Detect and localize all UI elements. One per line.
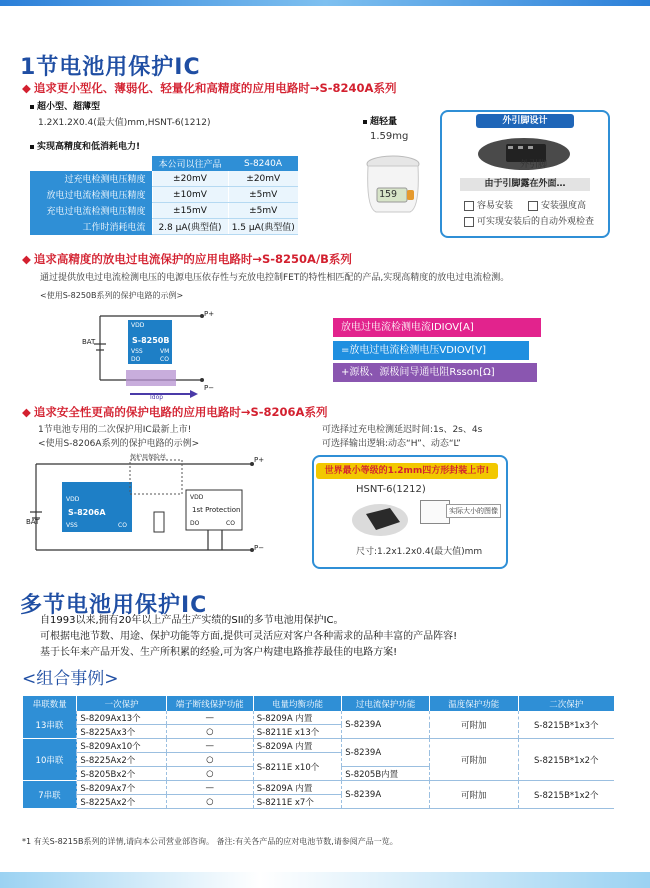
footnote: *1 有关S-8215B系列的详情,请向本公司营业部咨询。 备注:有关各产品的应对电池节数,请参阅产品一览。: [22, 837, 398, 846]
chip-pin-vdd: VDD: [66, 496, 80, 503]
table-row: [30, 203, 298, 219]
primary-protection: S-8209Ax7个: [77, 781, 166, 795]
section4-title: 多节电池用保护IC: [20, 593, 208, 618]
top-edge-stripe: [0, 0, 650, 6]
secondary-protection: S-8215B*1x3个: [518, 711, 614, 739]
check-item: 可实现安装后的自动外观检查: [464, 214, 594, 227]
primary-protection: S-8209Ax10个: [77, 739, 166, 753]
terminal-pplus: P+: [204, 310, 215, 318]
group-label: 13串联: [23, 711, 77, 739]
diamond-icon: ◆: [22, 252, 31, 266]
current-label: Idop: [150, 394, 164, 401]
section2-headline: ◆ 追求高精度的放电过电流保护的应用电路时→S-8250A/B系列: [22, 252, 352, 266]
section1-headline: ◆ 追求更小型化、薄弱化、轻量化和高精度的应用电路时→S-8240A系列: [22, 81, 397, 95]
primary-protection: S-8205Bx2个: [77, 767, 166, 781]
balance-function: S-8209A 内置: [253, 739, 342, 753]
wire-protection: ○: [166, 767, 253, 781]
diamond-icon: ◆: [22, 405, 31, 419]
table-header: 串联数量: [23, 696, 77, 711]
wire-protection: —: [166, 781, 253, 795]
weight-title: 超轻量: [363, 114, 397, 127]
pin-subtitle: 由于引脚露在外面…: [460, 178, 590, 191]
chip-pin-vdd: VDD: [131, 322, 145, 329]
terminal-pminus: P−: [204, 384, 215, 392]
chip-label: S-8250B: [132, 336, 170, 345]
diamond-icon: ◆: [22, 81, 31, 95]
primary-protection: S-8225Ax2个: [77, 795, 166, 809]
table-row: [30, 187, 298, 203]
secondary-protection: S-8215B*1x2个: [518, 739, 614, 781]
overcurrent-protection: S-8205B内置: [342, 767, 430, 781]
bottom-edge-stripe: [0, 872, 650, 888]
checkbox-icon: [464, 201, 474, 211]
scale-image: [362, 152, 424, 216]
table-header: 温度保护功能: [429, 696, 518, 711]
table-row: [30, 171, 298, 187]
temp-protection: 可附加: [429, 739, 518, 781]
chip-pin-vm: VM: [160, 348, 170, 355]
table-header: 过电流保护功能: [342, 696, 430, 711]
s8206a-circuit-diagram: [26, 452, 266, 564]
balance-function: S-8211E x10个: [253, 753, 342, 781]
section3-text3: 可选择过充电检测延迟时间:1s、2s、4s: [322, 425, 483, 435]
table-header-row: [23, 696, 615, 711]
temp-protection: 可附加: [429, 781, 518, 809]
wire-protection: —: [166, 739, 253, 753]
battery-label: BAT: [82, 338, 96, 346]
bullet-icon: [30, 105, 34, 109]
table-header: 本公司以往产品: [152, 156, 228, 171]
checkbox-icon: [464, 217, 474, 227]
wire-protection: —: [166, 711, 253, 725]
table-row: [30, 219, 298, 235]
check-item: 安装强度高: [528, 198, 586, 211]
old-value: 2.8 μA(典型值): [152, 219, 228, 235]
balance-function: S-8211E x13个: [253, 725, 342, 739]
terminal-pminus: P−: [254, 544, 265, 552]
new-value: ±5mV: [228, 203, 298, 219]
table-header: S-8240A: [228, 156, 298, 171]
table-row: [23, 739, 615, 753]
old-value: ±10mV: [152, 187, 228, 203]
checkbox-icon: [528, 201, 538, 211]
section3-text4: 可选择输出逻辑:动态“H”、动态“L”: [322, 439, 461, 449]
section4-para3: 基于长年来产品开发、生产所积累的经验,可为客户构建电路推荐最佳的电路方案!: [40, 647, 398, 658]
group-label: 7串联: [23, 781, 77, 809]
actual-size-label: 实际大小的图像: [446, 504, 501, 518]
primary-protection: S-8209Ax13个: [77, 711, 166, 725]
group-label: 10串联: [23, 739, 77, 781]
bullet-icon: [363, 120, 367, 124]
old-value: ±15mV: [152, 203, 228, 219]
fuse-label: 保护用保险丝: [130, 454, 167, 461]
combo-table: [22, 696, 614, 809]
chip-pin-co: CO: [160, 356, 169, 363]
combo-title: <组合事例>: [22, 669, 119, 689]
pin-label: 外引脚: [520, 160, 548, 170]
overcurrent-protection: S-8239A: [342, 739, 430, 767]
row-label: 过充电检测电压精度: [30, 171, 152, 187]
weight-value: 1.59mg: [370, 131, 409, 142]
wire-protection: ○: [166, 795, 253, 809]
chip-pin-co: CO: [118, 522, 127, 529]
secondary-protection: S-8215B*1x2个: [518, 781, 614, 809]
pin-design-title: 外引脚设计: [476, 114, 574, 128]
chip-label: S-8206A: [68, 508, 106, 517]
section4-para1: 自1993以来,拥有20年以上产品生产实绩的SII的多节电池用保护IC。: [40, 615, 344, 626]
row-label: 充电过电流检测电压精度: [30, 203, 152, 219]
section4-para2: 可根据电池节数、用途、保护功能等方面,提供可灵活应对客户各种需求的品种丰富的产品阵容!: [40, 631, 458, 642]
battery-label: BAT: [26, 518, 40, 526]
s8250b-circuit-diagram: [80, 300, 220, 404]
package-chip-image: [350, 500, 410, 540]
primary-protection: S-8225Ax3个: [77, 725, 166, 739]
formula-tag-voltage: =放电过电流检测电压VDIOV[V]: [333, 341, 529, 360]
first-protection-label: 1st Protection: [192, 506, 241, 514]
formula-tag-resistance: +源极、源极间导通电阻Rsson[Ω]: [333, 363, 537, 382]
primary-protection: S-8225Ax2个: [77, 753, 166, 767]
balance-function: S-8209A 内置: [253, 781, 342, 795]
new-value: ±20mV: [228, 171, 298, 187]
section2-example: <使用S-8250B系列的保护电路的示例>: [40, 291, 184, 300]
terminal-pplus: P+: [254, 456, 265, 464]
row-label: 工作时消耗电流: [30, 219, 152, 235]
table-row: [23, 781, 615, 795]
section1-title: 1节电池用保护IC: [20, 55, 201, 80]
scale-display: 159: [379, 189, 398, 200]
pin-design-box: [440, 110, 610, 238]
wire-protection: ○: [166, 725, 253, 739]
overcurrent-protection: S-8239A: [342, 781, 430, 809]
table-row: [23, 711, 615, 725]
temp-protection: 可附加: [429, 711, 518, 739]
section3-headline: ◆ 追求安全性更高的保护电路的应用电路时→S-8206A系列: [22, 405, 328, 419]
first-protection-pin-vdd: VDD: [190, 494, 204, 501]
balance-function: S-8211E x7个: [253, 795, 342, 809]
balance-function: S-8209A 内置: [253, 711, 342, 725]
feature2-title: 实现高精度和低消耗电力!: [30, 139, 140, 152]
package-banner: 世界最小等级的1.2mm四方形封装上市!: [316, 463, 498, 479]
section3-text1: 1节电池专用的二次保护用IC最新上市!: [38, 425, 192, 435]
row-label: 放电过电流检测电压精度: [30, 187, 152, 203]
overcurrent-protection: S-8239A: [342, 711, 430, 739]
table-header: 端子断线保护功能: [166, 696, 253, 711]
spec-table: [30, 156, 298, 235]
first-protection-pin-do: DO: [190, 520, 200, 527]
chip-pin-do: DO: [131, 356, 141, 363]
section3-text2: <使用S-8206A系列的保护电路的示例>: [38, 439, 200, 449]
new-value: 1.5 μA(典型值): [228, 219, 298, 235]
table-header: 一次保护: [77, 696, 166, 711]
formula-tag-current: 放电过电流检测电流IDIOV[A]: [333, 318, 541, 337]
feature1-title: 超小型、超薄型: [30, 99, 100, 112]
package-name: HSNT-6(1212): [356, 484, 426, 495]
chip-pin-vss: VSS: [131, 348, 143, 355]
old-value: ±20mV: [152, 171, 228, 187]
table-header: 二次保护: [518, 696, 614, 711]
bullet-icon: [30, 145, 34, 149]
wire-protection: ○: [166, 753, 253, 767]
check-item: 容易安装: [464, 198, 513, 211]
feature1-text: 1.2X1.2X0.4(最大值)mm,HSNT-6(1212): [38, 118, 211, 128]
first-protection-pin-co: CO: [226, 520, 235, 527]
package-size: 尺寸:1.2x1.2x0.4(最大值)mm: [356, 547, 483, 557]
table-header: 电量均衡功能: [253, 696, 342, 711]
section2-desc: 通过提供放电过电流检测电压的电源电压依存性与充放电控制FET的特性相匹配的产品,实现高精度的放电过电流检测。: [40, 273, 510, 283]
new-value: ±5mV: [228, 187, 298, 203]
chip-pin-vss: VSS: [66, 522, 78, 529]
